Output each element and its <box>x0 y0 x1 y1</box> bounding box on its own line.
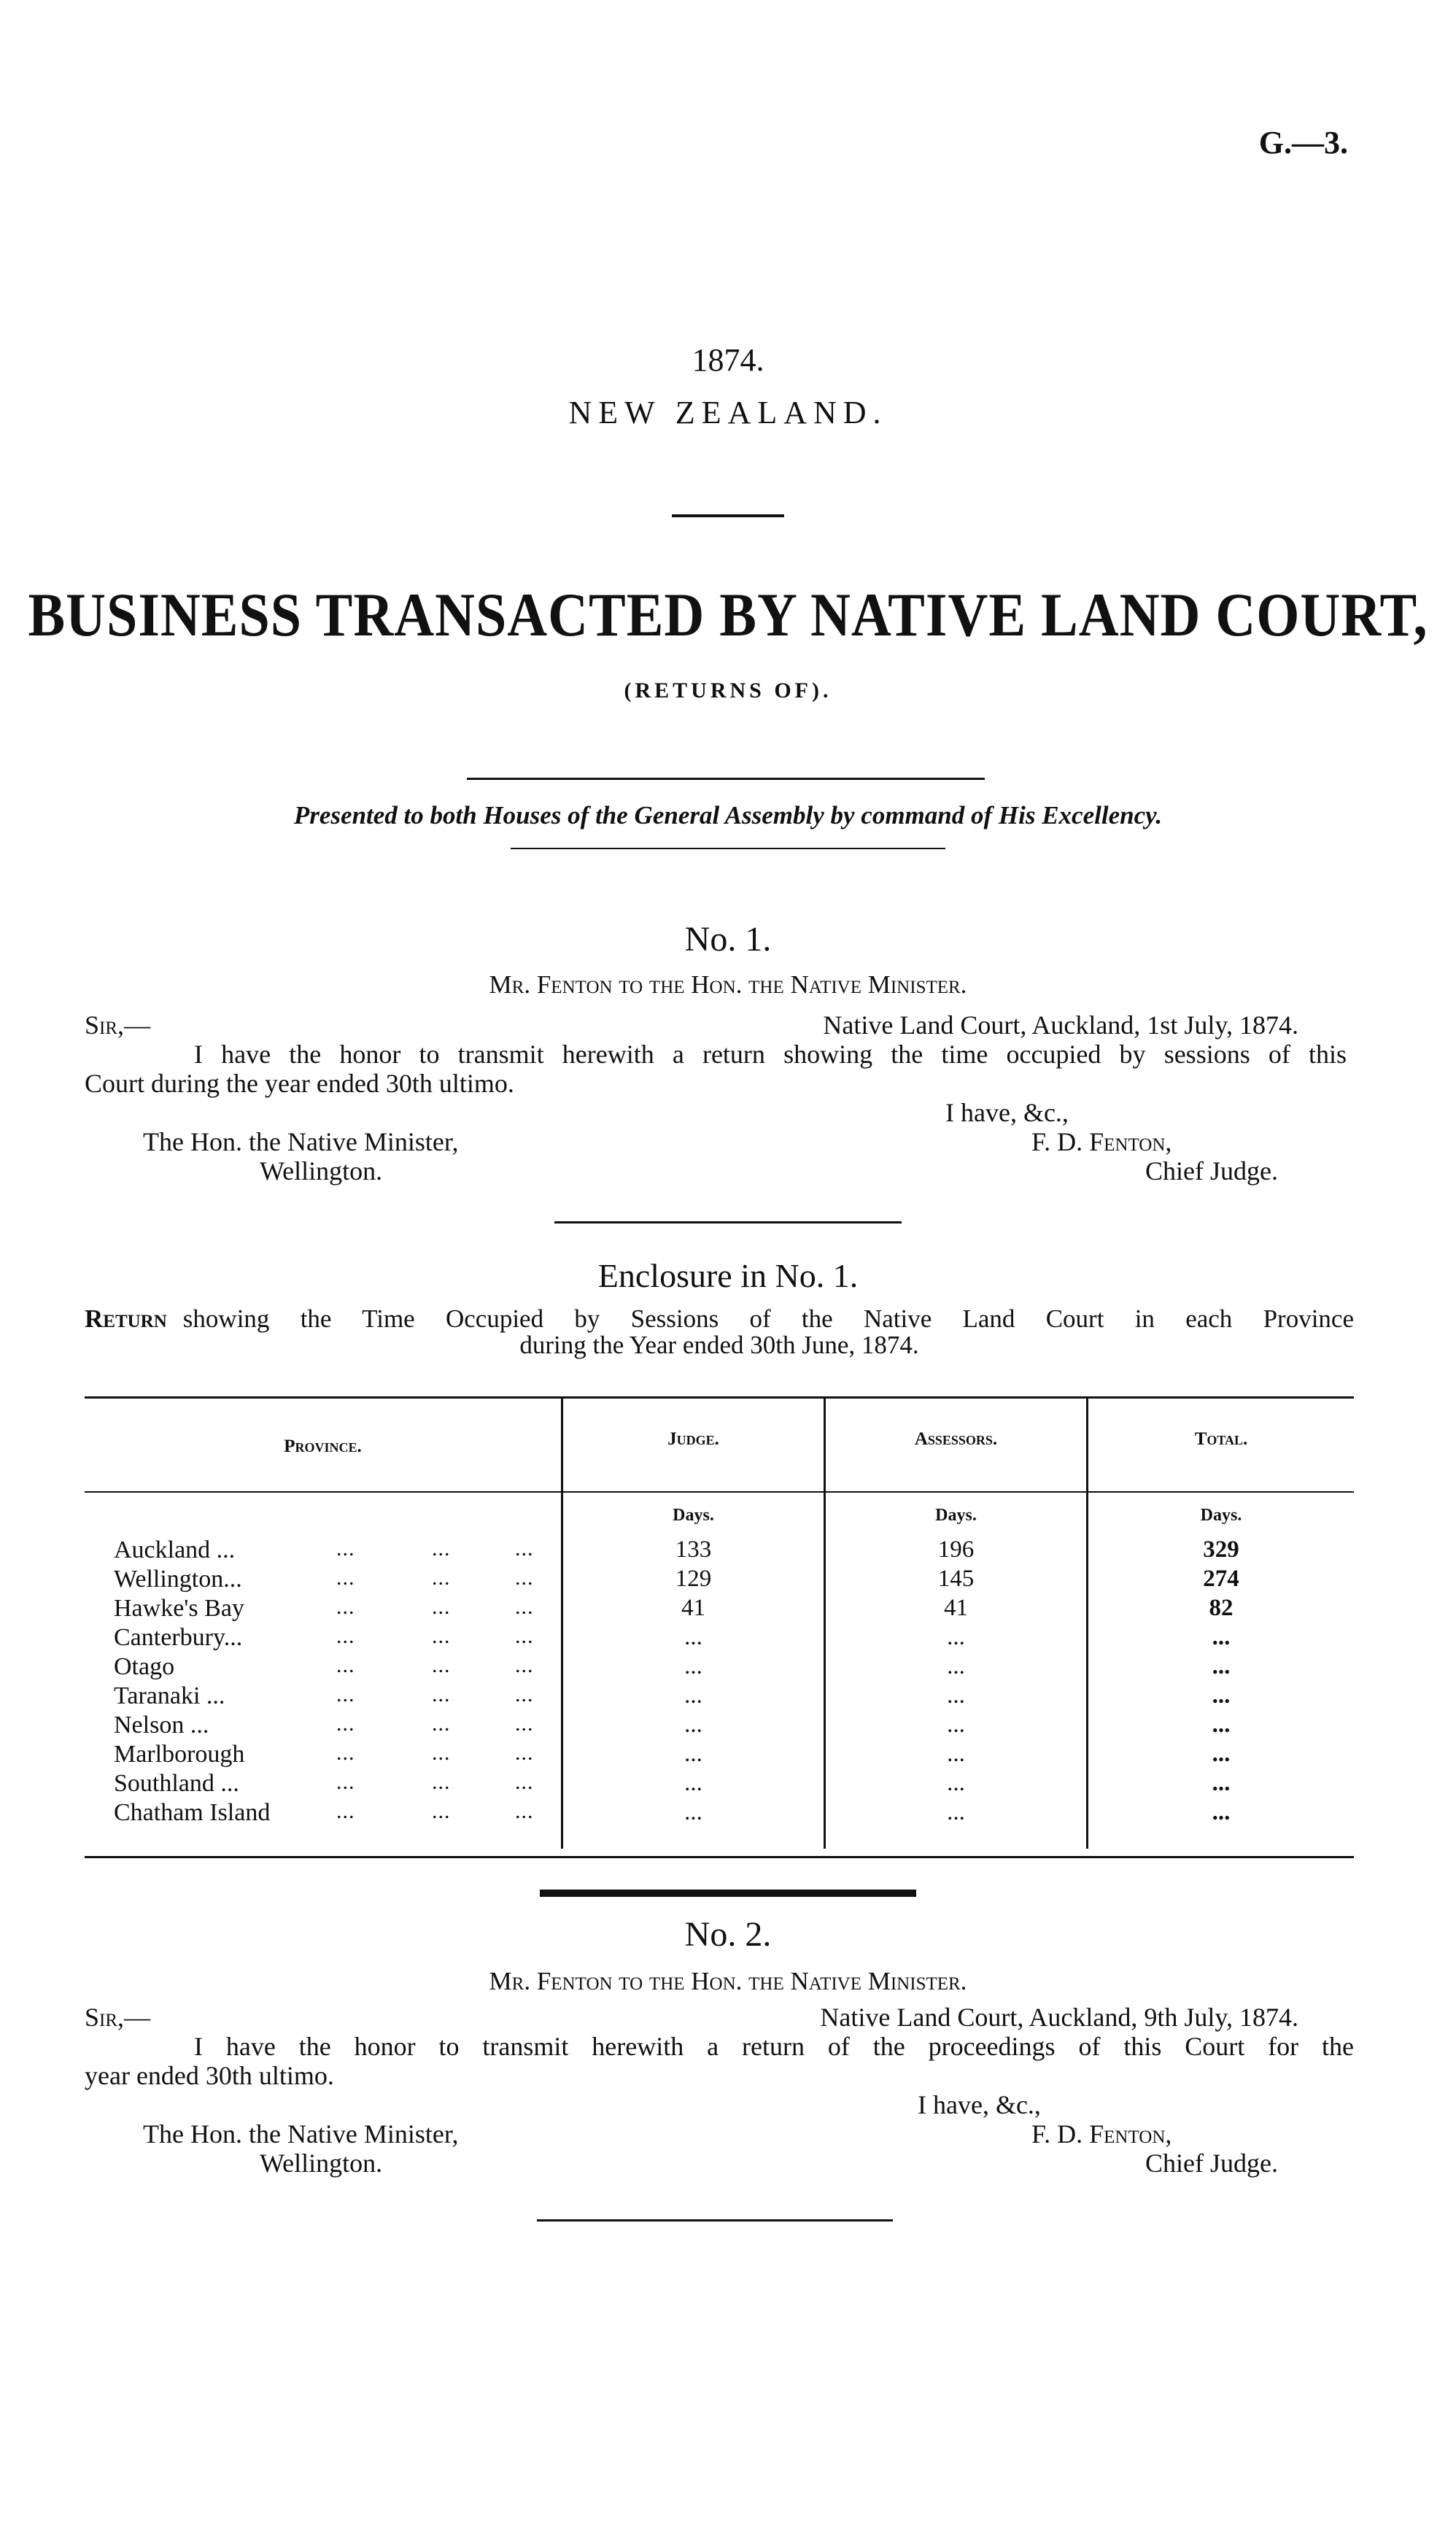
cell-judge: ... <box>684 1741 702 1767</box>
letter1-salutation: Sir,— <box>85 1010 151 1040</box>
unit-judge: Days. <box>673 1506 714 1525</box>
leader-dots: ... <box>336 1770 355 1794</box>
province-name: Taranaki ... <box>114 1682 225 1709</box>
leader-dots: ... <box>432 1536 451 1561</box>
province-name: Chatham Island <box>114 1799 271 1826</box>
divider-presented-top <box>467 778 985 780</box>
cell-judge: 41 <box>681 1595 705 1621</box>
cell-total: ... <box>1212 1741 1231 1767</box>
cell-total: ... <box>1212 1770 1231 1796</box>
cell-total: ... <box>1212 1624 1231 1650</box>
cell-judge: ... <box>684 1799 702 1825</box>
table-bottom-rule <box>85 1856 1354 1858</box>
letter1-addressee-line2: Wellington. <box>260 1156 383 1186</box>
letter1-body-line1: I have the honor to transmit herewith a return showing the time occupied by sessions of this <box>194 1040 1347 1069</box>
cell-assessors: ... <box>947 1682 965 1709</box>
leader-dots: ... <box>336 1653 355 1677</box>
letter1-chief-judge: Chief Judge. <box>1145 1156 1278 1186</box>
leader-dots: ... <box>515 1770 534 1794</box>
province-name: Nelson ... <box>114 1712 209 1739</box>
letter2-salutation: Sir,— <box>85 2003 151 2032</box>
header-total: Total. <box>1194 1429 1248 1449</box>
letter2-body-line1: I have the honor to transmit herewith a return of the proceedings of this Court for the <box>194 2032 1354 2061</box>
leader-dots: ... <box>432 1595 451 1619</box>
letter2-from: Mr. Fenton to the Hon. the Native Minister. <box>489 1967 967 1995</box>
province-name: Canterbury... <box>114 1624 243 1651</box>
leader-dots: ... <box>336 1741 355 1765</box>
leader-dots: ... <box>432 1741 451 1765</box>
leader-dots: ... <box>336 1799 355 1823</box>
header-assessors: Assessors. <box>914 1429 998 1449</box>
cell-assessors: ... <box>947 1653 965 1679</box>
cell-judge: ... <box>684 1770 702 1796</box>
leader-dots: ... <box>515 1624 534 1648</box>
province-name: Otago <box>114 1653 175 1680</box>
province-name: Hawke's Bay <box>114 1595 244 1622</box>
cell-total: ... <box>1212 1653 1231 1679</box>
leader-dots: ... <box>336 1566 355 1590</box>
document-subtitle: (RETURNS OF). <box>624 678 832 703</box>
cell-judge: ... <box>684 1624 702 1650</box>
province-name: Auckland ... <box>114 1536 236 1563</box>
sessions-table <box>85 1396 1354 1860</box>
letter1-closing: I have, &c., <box>945 1098 1069 1127</box>
cell-assessors: 145 <box>937 1566 975 1592</box>
leader-dots: ... <box>432 1799 451 1823</box>
header-province: Province. <box>284 1436 362 1456</box>
leader-dots: ... <box>432 1624 451 1648</box>
leader-dots: ... <box>336 1536 355 1561</box>
return-text-line2: during the Year ended 30th June, 1874. <box>519 1331 919 1359</box>
cell-assessors: ... <box>947 1712 965 1738</box>
cell-judge: ... <box>684 1653 702 1679</box>
document-title: BUSINESS TRANSACTED BY NATIVE LAND COURT, <box>28 580 1428 649</box>
cell-assessors: ... <box>947 1741 965 1767</box>
province-name: Wellington... <box>114 1566 242 1593</box>
cell-total: ... <box>1212 1682 1231 1709</box>
cell-total: 82 <box>1209 1595 1234 1621</box>
leader-dots: ... <box>515 1566 534 1590</box>
letter2-addressee-line2: Wellington. <box>260 2149 383 2178</box>
cell-judge: 133 <box>675 1536 712 1563</box>
unit-total: Days. <box>1200 1506 1242 1525</box>
letter1-from: Mr. Fenton to the Hon. the Native Minister. <box>489 970 967 999</box>
letter2-number: No. 2. <box>684 1915 772 1954</box>
divider-presented-bottom <box>511 848 945 849</box>
cell-assessors: 41 <box>944 1595 968 1621</box>
leader-dots: ... <box>432 1682 451 1706</box>
letter2-signature: F. D. Fenton, <box>1031 2119 1172 2149</box>
table-header-rule <box>85 1491 1354 1493</box>
leader-dots: ... <box>515 1653 534 1677</box>
leader-dots: ... <box>432 1566 451 1590</box>
leader-dots: ... <box>515 1595 534 1619</box>
province-name: Marlborough <box>114 1741 245 1768</box>
cell-assessors: 196 <box>937 1536 975 1563</box>
return-description <box>85 1306 1354 1358</box>
cell-judge: 129 <box>675 1566 712 1592</box>
letter2-dateline: Native Land Court, Auckland, 9th July, 1874. <box>820 2003 1298 2032</box>
letter2-addressee-line1: The Hon. the Native Minister, <box>143 2119 459 2149</box>
leader-dots: ... <box>336 1682 355 1706</box>
divider-letter1 <box>554 1221 902 1223</box>
divider-thick <box>540 1890 916 1897</box>
return-text-line1: showing the Time Occupied by Sessions of the Native Land Court in each Province <box>182 1304 1354 1333</box>
letter1-dateline: Native Land Court, Auckland, 1st July, 1874. <box>823 1010 1298 1040</box>
enclosure-heading: Enclosure in No. 1. <box>597 1257 859 1294</box>
cell-assessors: ... <box>947 1624 965 1650</box>
cell-total: ... <box>1212 1799 1231 1825</box>
divider-end <box>537 2219 893 2222</box>
leader-dots: ... <box>432 1653 451 1677</box>
cell-total: ... <box>1212 1712 1231 1738</box>
table-top-rule <box>85 1396 1354 1399</box>
cell-judge: ... <box>684 1682 702 1709</box>
cell-assessors: ... <box>947 1799 965 1825</box>
letter2-body-line2: year ended 30th ultimo. <box>85 2061 334 2090</box>
document-year: 1874. <box>692 342 764 378</box>
leader-dots: ... <box>515 1536 534 1561</box>
presented-note: Presented to both Houses of the General Assembly by command of His Excellency. <box>293 801 1163 830</box>
unit-assessors: Days. <box>935 1506 977 1525</box>
leader-dots: ... <box>336 1624 355 1648</box>
letter1-signature: F. D. Fenton, <box>1031 1127 1172 1156</box>
leader-dots: ... <box>432 1712 451 1736</box>
divider-short <box>672 514 784 517</box>
leader-dots: ... <box>515 1741 534 1765</box>
leader-dots: ... <box>432 1770 451 1794</box>
page-number: G.—3. <box>1258 125 1348 161</box>
leader-dots: ... <box>515 1682 534 1706</box>
country-heading: NEW ZEALAND. <box>568 395 888 430</box>
cell-judge: ... <box>684 1712 702 1738</box>
leader-dots: ... <box>515 1799 534 1823</box>
cell-total: 329 <box>1203 1536 1239 1563</box>
cell-assessors: ... <box>947 1770 965 1796</box>
province-name: Southland ... <box>114 1770 239 1797</box>
letter1-body-line2: Court during the year ended 30th ultimo. <box>85 1069 514 1098</box>
leader-dots: ... <box>336 1595 355 1619</box>
header-judge: Judge. <box>667 1429 719 1449</box>
letter2-closing: I have, &c., <box>918 2090 1041 2119</box>
return-word: Return <box>85 1304 167 1333</box>
leader-dots: ... <box>515 1712 534 1736</box>
cell-total: 274 <box>1203 1566 1239 1592</box>
leader-dots: ... <box>336 1712 355 1736</box>
letter2-chief-judge: Chief Judge. <box>1145 2149 1278 2178</box>
letter1-number: No. 1. <box>684 920 772 959</box>
letter1-addressee-line1: The Hon. the Native Minister, <box>143 1127 459 1156</box>
